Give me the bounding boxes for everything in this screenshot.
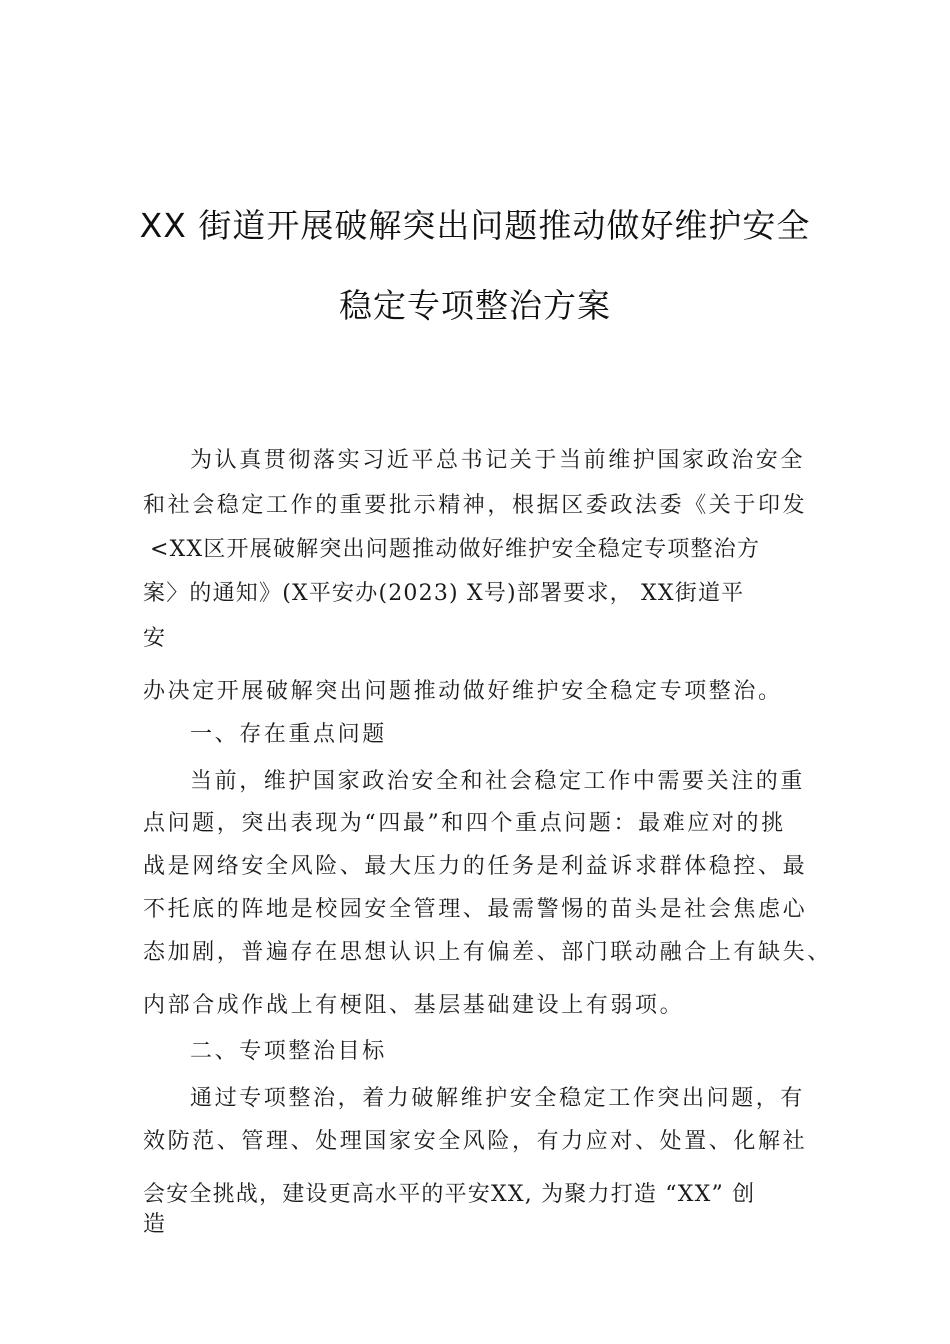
paragraph-line: 内部合成作战上有梗阻、基层基础建设上有弱项。 <box>143 993 685 1018</box>
paragraph-line: 为认真贯彻落实习近平总书记关于当前维护国家政治安全 <box>190 448 806 473</box>
document-title-line-2: 稳定专项整治方案 <box>339 286 611 325</box>
paragraph-line: 造 <box>143 1212 168 1237</box>
paragraph-line: 战是网络安全风险、最大压力的任务是利益诉求群体稳控、最 <box>143 854 808 879</box>
paragraph-line: 不托底的阵地是校园安全管理、最需警惕的苗头是社会焦虑心 <box>143 897 808 922</box>
paragraph-line: 和社会稳定工作的重要批示精神，根据区委政法委《关于印发 <box>143 493 808 518</box>
document-title-line-1: XX 街道开展破解突出问题推动做好维护安全 <box>139 206 811 245</box>
paragraph-line: 态加剧，普遍存在思想认识上有偏差、部门联动融合上有缺失、 <box>143 940 832 965</box>
paragraph-line: <XX区开展破解突出问题推动做好维护安全稳定专项整治方 <box>150 537 761 562</box>
paragraph-line: 通过专项整治，着力破解维护安全稳定工作突出问题，有 <box>190 1086 806 1111</box>
paragraph-line: 当前，维护国家政治安全和社会稳定工作中需要关注的重 <box>190 769 806 794</box>
paragraph-line: 点问题，突出表现为“四最”和四个重点问题：最难应对的挑 <box>143 811 786 836</box>
paragraph-line: 效防范、管理、处理国家安全风险，有力应对、处置、化解社 <box>143 1129 808 1154</box>
paragraph-line: 安 <box>143 626 168 651</box>
section-heading: 一、存在重点问题 <box>190 722 387 747</box>
section-heading: 二、专项整治目标 <box>190 1039 387 1064</box>
paragraph-line: 会安全挑战，建设更高水平的平安XX, 为聚力打造 “XX” 创 <box>143 1182 756 1207</box>
paragraph-line: 办决定开展破解突出问题推动做好维护安全稳定专项整治。 <box>143 679 783 704</box>
paragraph-line: 案〉的通知》(X平安办(2023) X号)部署要求， XX街道平 <box>143 581 745 606</box>
